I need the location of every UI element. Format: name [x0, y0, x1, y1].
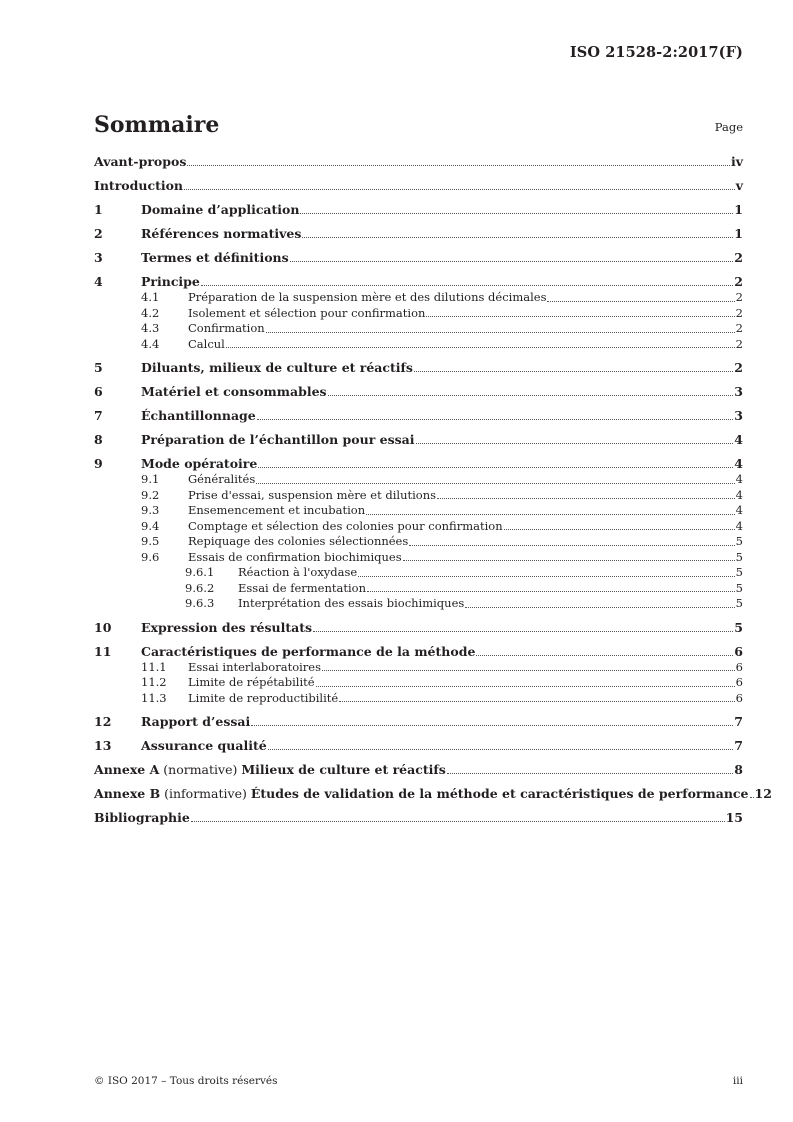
- toc-entry[interactable]: [94, 675, 743, 691]
- toc-entry-number: 8: [94, 432, 103, 447]
- toc-entry-number: 9.6.2: [185, 580, 215, 595]
- toc-entry-label: [94, 786, 749, 802]
- footer-copyright: © ISO 2017 – Tous droits réservés: [94, 1075, 278, 1087]
- table-of-contents: [94, 154, 772, 826]
- toc-entry-label: Principe: [141, 274, 200, 289]
- dot-leader: [191, 821, 725, 822]
- toc-entry-number: 9.6.1: [185, 565, 215, 579]
- toc-entry[interactable]: [94, 565, 743, 581]
- toc-entry-page: 5: [735, 565, 743, 579]
- toc-entry-number: 9.5: [141, 534, 160, 548]
- toc-entry-label: Matériel et consommables: [141, 384, 327, 399]
- toc-entry-page: 2: [735, 305, 743, 320]
- toc-entry-label: Essais de confirmation biochimiques: [188, 549, 402, 564]
- annex-title: Études de validation de la méthode et caractéristiques de performance: [250, 786, 749, 801]
- toc-entry-page: iv: [730, 154, 743, 169]
- toc-entry-page: 5: [734, 619, 743, 635]
- toc-entry-label: Rapport d’essai: [141, 714, 251, 729]
- toc-entry[interactable]: [94, 503, 743, 519]
- dot-leader: [414, 371, 733, 372]
- toc-entry-page: 8: [734, 762, 743, 777]
- toc-entry-label: Préparation de l’échantillon pour essai: [141, 432, 415, 447]
- toc-entry-page: 5: [735, 596, 743, 610]
- toc-entry-number: 11.3: [141, 690, 167, 705]
- toc-entry-label: Mode opératoire: [141, 456, 258, 471]
- toc-entry-page: 5: [735, 534, 743, 548]
- toc-entry-page: 2: [734, 274, 743, 289]
- dot-leader: [316, 686, 735, 687]
- dot-leader: [251, 725, 733, 726]
- toc-entry-page: 1: [734, 226, 743, 241]
- toc-entry[interactable]: [94, 786, 772, 802]
- dot-leader: [437, 498, 735, 499]
- dot-leader: [256, 483, 734, 484]
- toc-entry-number: 4.4: [141, 336, 160, 351]
- annex-designation: Annexe B: [94, 786, 161, 801]
- toc-entry[interactable]: [94, 714, 743, 730]
- dot-leader: [290, 261, 734, 262]
- dot-leader: [201, 285, 733, 286]
- toc-entry-page: 6: [735, 690, 743, 705]
- toc-entry-label: Échantillonnage: [141, 408, 256, 423]
- toc-entry-label: Diluants, milieux de culture et réactifs: [141, 360, 413, 375]
- toc-entry-label: Avant-propos: [94, 154, 187, 169]
- dot-leader: [366, 514, 735, 515]
- dot-leader: [409, 545, 734, 546]
- toc-entry[interactable]: [94, 519, 743, 535]
- toc-entry-number: 5: [94, 360, 103, 375]
- toc-entry-number: 9.6.3: [185, 596, 215, 610]
- toc-entry-label: Limite de répétabilité: [188, 675, 315, 689]
- toc-entry-label: [94, 762, 446, 778]
- toc-entry[interactable]: [94, 660, 743, 676]
- toc-entry-page: v: [735, 178, 743, 193]
- toc-entry-number: 9.3: [141, 503, 160, 517]
- toc-entry-label: Termes et définitions: [141, 250, 289, 265]
- toc-entry-page: 4: [735, 487, 743, 502]
- toc-entry-page: 4: [735, 518, 743, 533]
- toc-entry[interactable]: [94, 596, 743, 612]
- toc-entry-page: 3: [734, 384, 743, 399]
- dot-leader: [358, 576, 734, 577]
- toc-entry-number: 12: [94, 714, 112, 729]
- toc-entry-label: Assurance qualité: [141, 738, 267, 753]
- toc-entry-number: 9: [94, 456, 103, 471]
- toc-entry[interactable]: [94, 154, 743, 170]
- toc-entry-label: Comptage et sélection des colonies pour confirmation: [188, 518, 503, 533]
- toc-entry-number: 11: [94, 643, 112, 659]
- dot-leader: [426, 316, 734, 317]
- dot-leader: [258, 467, 733, 468]
- toc-entry-label: Domaine d’application: [141, 202, 300, 217]
- toc-entry[interactable]: [94, 456, 743, 472]
- annex-title: Milieux de culture et réactifs: [241, 762, 446, 777]
- dot-leader: [226, 347, 735, 348]
- toc-entry-number: 4: [94, 274, 103, 289]
- toc-entry-page: 1: [734, 202, 743, 217]
- dot-leader: [447, 773, 734, 774]
- toc-entry[interactable]: [94, 321, 743, 337]
- toc-entry[interactable]: [94, 581, 743, 597]
- toc-entry-label: Limite de reproductibilité: [188, 690, 339, 705]
- toc-entry[interactable]: [94, 360, 743, 376]
- annex-type: (normative): [159, 762, 242, 777]
- toc-entry-number: 11.2: [141, 675, 167, 689]
- toc-entry-page: 5: [735, 549, 743, 564]
- dot-leader: [750, 797, 754, 798]
- dot-leader: [504, 529, 735, 530]
- toc-entry-number: 4.3: [141, 321, 160, 335]
- dot-leader: [476, 655, 733, 656]
- toc-entry-page: 2: [734, 360, 743, 375]
- toc-entry[interactable]: [94, 738, 743, 754]
- dot-leader: [403, 560, 735, 561]
- toc-entry-label: Généralités: [188, 472, 256, 486]
- annex-type: (informative): [160, 786, 251, 801]
- toc-entry-label: Repiquage des colonies sélectionnées: [188, 534, 409, 548]
- toc-entry[interactable]: [94, 274, 743, 290]
- dot-leader: [465, 607, 734, 608]
- toc-entry[interactable]: [94, 290, 743, 306]
- toc-entry[interactable]: [94, 644, 743, 660]
- toc-entry[interactable]: [94, 620, 743, 636]
- toc-entry[interactable]: [94, 472, 743, 488]
- toc-entry-page: 4: [734, 432, 743, 447]
- toc-entry-number: 2: [94, 226, 103, 241]
- toc-entry-number: 4.2: [141, 305, 160, 320]
- toc-entry-number: 4.1: [141, 290, 160, 304]
- toc-entry-page: 4: [735, 472, 743, 486]
- dot-leader: [266, 332, 735, 333]
- dot-leader: [339, 701, 734, 702]
- toc-entry-page: 2: [735, 321, 743, 335]
- toc-entry-page: 5: [735, 580, 743, 595]
- toc-entry-label: Expression des résultats: [141, 619, 313, 635]
- toc-entry[interactable]: [94, 408, 743, 424]
- toc-entry-page: 6: [735, 659, 743, 674]
- toc-entry[interactable]: [94, 337, 743, 353]
- toc-entry[interactable]: [94, 762, 743, 778]
- toc-entry-number: 1: [94, 202, 103, 217]
- dot-leader: [328, 395, 734, 396]
- dot-leader: [367, 591, 735, 592]
- page-title: Sommaire: [94, 112, 220, 138]
- dot-leader: [322, 670, 735, 671]
- toc-entry-label: Préparation de la suspension mère et des dilutions décimales: [188, 290, 547, 304]
- toc-entry-label: Introduction: [94, 178, 184, 193]
- dot-leader: [268, 749, 734, 750]
- toc-entry[interactable]: [94, 178, 743, 194]
- toc-entry-page: 4: [734, 456, 743, 471]
- dot-leader: [257, 419, 734, 420]
- toc-entry-page: 6: [735, 675, 743, 689]
- toc-entry-number: 10: [94, 619, 112, 635]
- toc-entry[interactable]: [94, 202, 743, 218]
- toc-entry-label: Essai interlaboratoires: [188, 659, 321, 674]
- toc-entry[interactable]: [94, 488, 743, 504]
- document-id: ISO 21528-2:2017(F): [569, 44, 743, 61]
- toc-entry-label: Prise d'essai, suspension mère et dilutions: [188, 487, 437, 502]
- toc-entry-page: 4: [735, 503, 743, 517]
- toc-entry-number: 9.1: [141, 472, 160, 486]
- dot-leader: [187, 165, 730, 166]
- toc-entry-number: 9.4: [141, 518, 160, 533]
- dot-leader: [300, 213, 733, 214]
- toc-entry-number: 7: [94, 408, 103, 423]
- toc-entry-label: Références normatives: [141, 226, 302, 241]
- toc-entry[interactable]: [94, 306, 743, 322]
- toc-entry-page: 12: [754, 786, 772, 801]
- toc-entry[interactable]: [94, 550, 743, 566]
- toc-entry-page: 6: [734, 643, 743, 659]
- toc-entry-number: 13: [94, 738, 112, 753]
- toc-entry[interactable]: [94, 432, 743, 448]
- toc-entry[interactable]: [94, 534, 743, 550]
- dot-leader: [416, 443, 734, 444]
- toc-entry[interactable]: [94, 384, 743, 400]
- toc-entry-page: 15: [725, 810, 743, 825]
- toc-entry-number: 9.2: [141, 487, 160, 502]
- toc-entry-label: Isolement et sélection pour confirmation: [188, 305, 426, 320]
- toc-entry-page: 7: [734, 714, 743, 729]
- dot-leader: [547, 301, 734, 302]
- dot-leader: [313, 631, 733, 632]
- toc-entry[interactable]: [94, 810, 743, 826]
- toc-entry-page: 2: [734, 250, 743, 265]
- toc-entry-label: Essai de fermentation: [238, 580, 366, 595]
- toc-entry-label: Calcul: [188, 336, 225, 351]
- toc-entry-label: Interprétation des essais biochimiques: [238, 596, 465, 610]
- toc-entry-label: Ensemencement et incubation: [188, 503, 366, 517]
- toc-entry-label: Bibliographie: [94, 810, 190, 825]
- toc-entry[interactable]: [94, 226, 743, 242]
- toc-entry[interactable]: [94, 250, 743, 266]
- dot-leader: [184, 189, 735, 190]
- dot-leader: [302, 237, 733, 238]
- annex-designation: Annexe A: [94, 762, 160, 777]
- toc-entry-number: 11.1: [141, 659, 167, 674]
- toc-entry-label: Caractéristiques de performance de la méthode: [141, 643, 476, 659]
- toc-entry-label: Confirmation: [188, 321, 265, 335]
- toc-entry-number: 9.6: [141, 549, 160, 564]
- page-column-label: Page: [714, 120, 743, 134]
- toc-entry-number: 6: [94, 384, 103, 399]
- toc-entry[interactable]: [94, 691, 743, 707]
- toc-entry-page: 3: [734, 408, 743, 423]
- toc-entry-number: 3: [94, 250, 103, 265]
- toc-entry-page: 2: [735, 290, 743, 304]
- footer-page-number: iii: [732, 1075, 743, 1087]
- toc-entry-page: 2: [735, 336, 743, 351]
- toc-entry-label: Réaction à l'oxydase: [238, 565, 358, 579]
- toc-entry-page: 7: [734, 738, 743, 753]
